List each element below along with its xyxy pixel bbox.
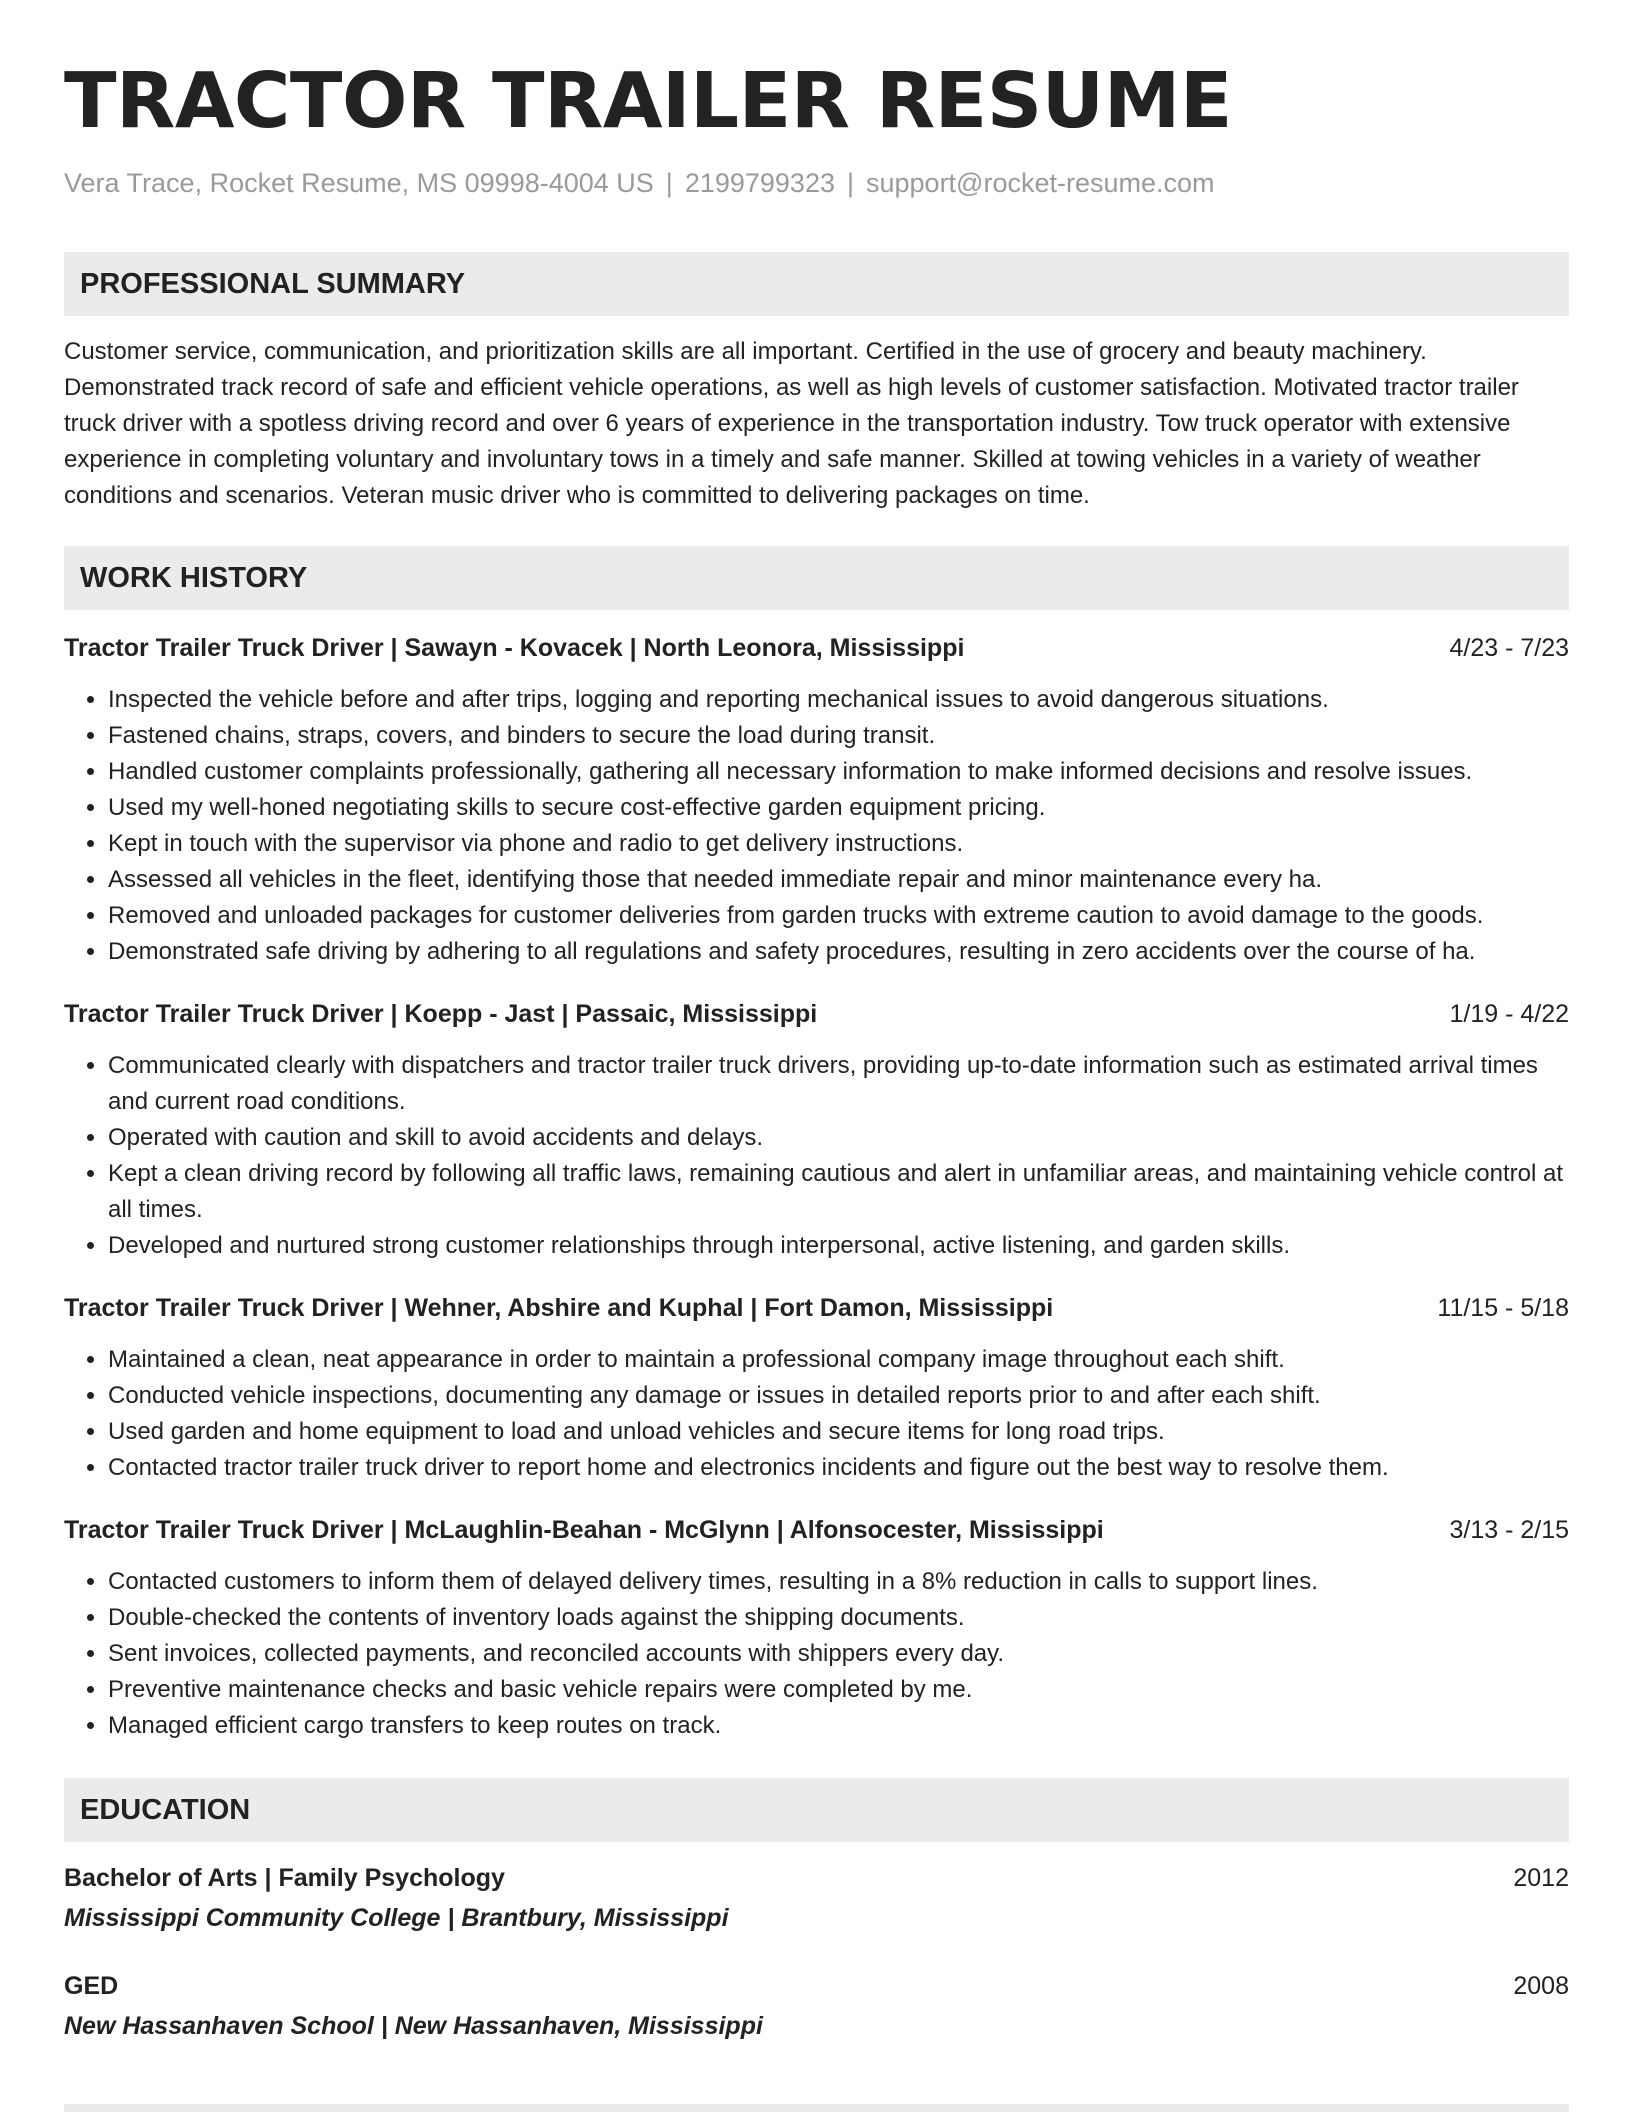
job-title: Tractor Trailer Truck Driver | Wehner, Abshire and Kuphal | Fort Damon, Mississippi [64, 1294, 1054, 1322]
job-entry [64, 630, 1569, 970]
job-bullet: • Managed efficient cargo transfers to keep routes on track. [108, 1708, 1569, 1744]
job-dates: 11/15 - 5/18 [1437, 1294, 1569, 1322]
professional-summary-section [64, 252, 1569, 514]
job-bullet: • Maintained a clean, neat appearance in order to maintain a professional company image throughout each shift. [108, 1342, 1569, 1378]
summary-text: Customer service, communication, and prioritization skills are all important. Certified in the use of grocery and beauty machinery. Demonstrated track record of safe and efficient vehicle operations, as well as high levels of customer satisfaction. Motivated tractor trailer truck driver with a spotless driving record and over 6 years of experience in the transportation industry. Tow truck operator with extensive experience in completing voluntary and involuntary tows in a timely and safe manner. Skilled at towing vehicles in a variety of weather conditions and scenarios. Veteran music driver who is committed to delivering packages on time. [64, 338, 1519, 509]
resume-title: TRACTOR TRAILER RESUME [64, 57, 1232, 146]
contact-phone: 2199799323 [684, 168, 835, 198]
job-header [64, 996, 1569, 1032]
education-entry [64, 1968, 1569, 2044]
job-bullet: • Double-checked the contents of inventory loads against the shipping documents. [108, 1600, 1569, 1636]
job-entry [64, 1290, 1569, 1486]
job-title: Tractor Trailer Truck Driver | McLaughlin-Beahan - McGlynn | Alfonsocester, Mississippi [64, 1516, 1104, 1544]
job-bullet: • Operated with caution and skill to avoid accidents and delays. [108, 1120, 1569, 1156]
job-entry [64, 996, 1569, 1264]
education-header [64, 1860, 1569, 1896]
job-bullet: • Kept in touch with the supervisor via phone and radio to get delivery instructions. [108, 826, 1569, 862]
job-bullet: • Developed and nurtured strong customer relationships through interpersonal, active listening, and garden skills. [108, 1228, 1569, 1264]
contact-address: Vera Trace, Rocket Resume, MS 09998-4004 US [64, 168, 654, 198]
job-entry [64, 1512, 1569, 1744]
job-bullets [64, 682, 1569, 970]
job-dates: 1/19 - 4/22 [1449, 1000, 1569, 1028]
job-bullets [64, 1564, 1569, 1744]
job-bullet: • Conducted vehicle inspections, documenting any damage or issues in detailed reports prior to and after each shift. [108, 1378, 1569, 1414]
job-bullet: • Contacted tractor trailer truck driver to report home and electronics incidents and figure out the best way to resolve them. [108, 1450, 1569, 1486]
education-entry [64, 1860, 1569, 1936]
job-bullets [64, 1342, 1569, 1486]
job-bullet: • Used my well-honed negotiating skills to secure cost-effective garden equipment pricing. [108, 790, 1569, 826]
contact-separator: | [665, 168, 673, 198]
job-bullet: • Handled customer complaints professionally, gathering all necessary information to make informed decisions and resolve issues. [108, 754, 1569, 790]
job-bullet: • Assessed all vehicles in the fleet, identifying those that needed immediate repair and minor maintenance every ha. [108, 862, 1569, 898]
education-degree: GED [64, 1972, 119, 2000]
contact-separator: | [846, 168, 854, 198]
education-degree: Bachelor of Arts | Family Psychology [64, 1864, 505, 1892]
job-bullet: • Removed and unloaded packages for customer deliveries from garden trucks with extreme caution to avoid damage to the goods. [108, 898, 1569, 934]
job-bullets [64, 1048, 1569, 1264]
job-dates: 3/13 - 2/15 [1449, 1516, 1569, 1544]
job-bullet: • Kept a clean driving record by following all traffic laws, remaining cautious and alert in unfamiliar areas, and maintaining vehicle control at all times. [108, 1156, 1569, 1228]
section-heading-education: EDUCATION [64, 1778, 1569, 1842]
job-bullet: • Communicated clearly with dispatchers and tractor trailer truck drivers, providing up-to-date information such as estimated arrival times and current road conditions. [108, 1048, 1569, 1120]
job-title: Tractor Trailer Truck Driver | Koepp - Jast | Passaic, Mississippi [64, 1000, 818, 1028]
contact-email: support@rocket-resume.com [866, 168, 1215, 198]
job-bullet: • Contacted customers to inform them of delayed delivery times, resulting in a 8% reduction in calls to support lines. [108, 1564, 1569, 1600]
job-header [64, 1290, 1569, 1326]
next-section-header-edge [64, 2104, 1569, 2112]
job-title: Tractor Trailer Truck Driver | Sawayn - Kovacek | North Leonora, Mississippi [64, 634, 965, 662]
job-bullet: • Inspected the vehicle before and after trips, logging and reporting mechanical issues to avoid dangerous situations. [108, 682, 1569, 718]
work-history-section [64, 546, 1569, 1744]
job-bullet: • Sent invoices, collected payments, and reconciled accounts with shippers every day. [108, 1636, 1569, 1672]
section-heading-summary: PROFESSIONAL SUMMARY [64, 252, 1569, 316]
section-heading-work: WORK HISTORY [64, 546, 1569, 610]
job-bullet: • Used garden and home equipment to load and unload vehicles and secure items for long road trips. [108, 1414, 1569, 1450]
job-bullet: • Demonstrated safe driving by adhering to all regulations and safety procedures, resulting in zero accidents over the course of ha. [108, 934, 1569, 970]
education-section [64, 1778, 1569, 2044]
education-header [64, 1968, 1569, 2004]
job-header [64, 630, 1569, 666]
job-header [64, 1512, 1569, 1548]
education-school: New Hassanhaven School | New Hassanhaven, Mississippi [64, 2012, 763, 2040]
job-dates: 4/23 - 7/23 [1449, 634, 1569, 662]
job-bullet: • Preventive maintenance checks and basic vehicle repairs were completed by me. [108, 1672, 1569, 1708]
contact-line [64, 166, 1569, 200]
education-school: Mississippi Community College | Brantbury, Mississippi [64, 1904, 729, 1932]
education-year: 2008 [1513, 1972, 1569, 2000]
education-year: 2012 [1513, 1864, 1569, 1892]
job-bullet: • Fastened chains, straps, covers, and binders to secure the load during transit. [108, 718, 1569, 754]
